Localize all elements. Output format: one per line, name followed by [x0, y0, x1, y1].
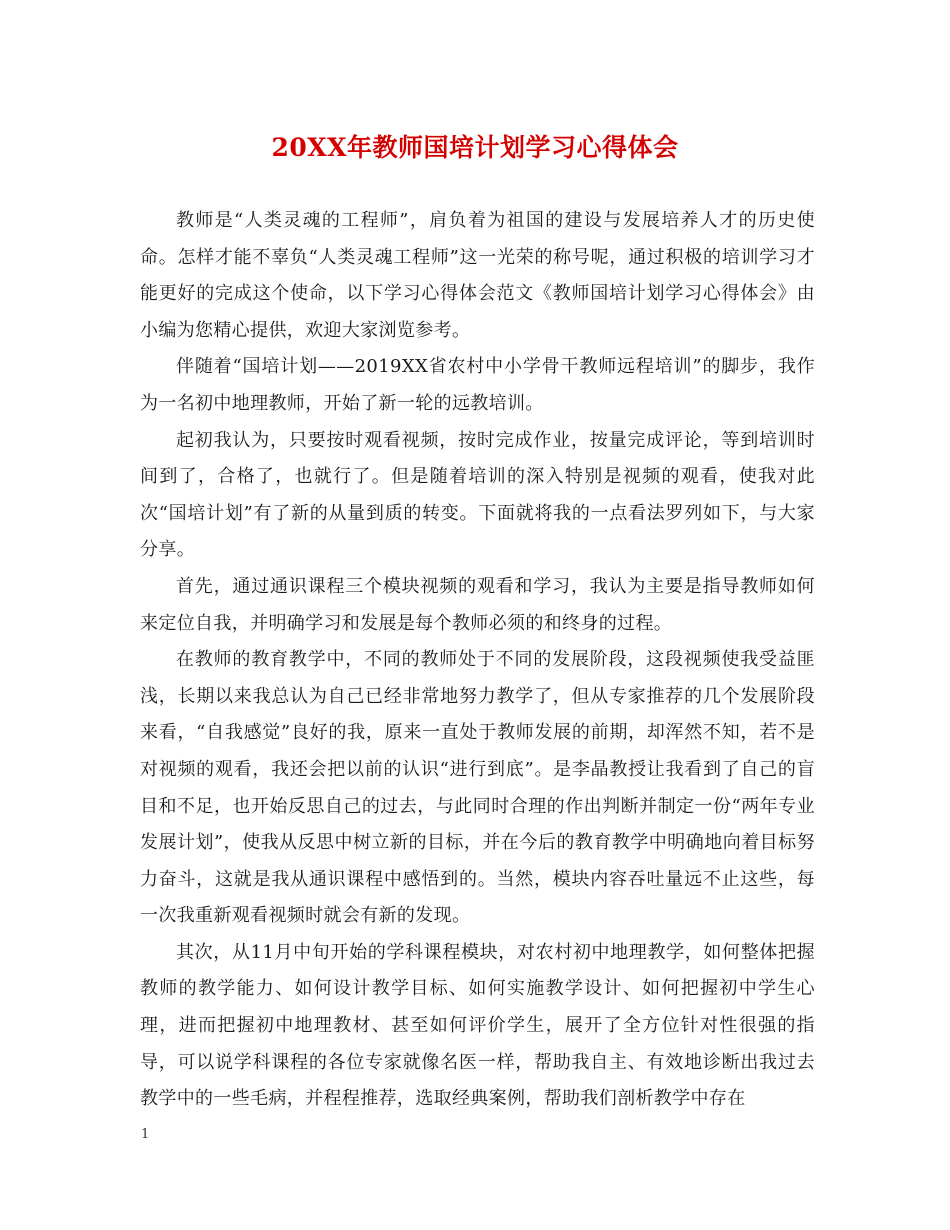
- page-number: 1: [141, 1127, 150, 1142]
- paragraph: 起初我认为，只要按时观看视频，按时完成作业，按量完成评论，等到培训时间到了，合格了，也就行了。但是随着培训的深入特别是视频的观看，使我对此次“国培计划”有了新的从量到质的转变。下面就将我的一点看法罗列如下，与大家分享。: [140, 429, 815, 561]
- document-body: [140, 203, 815, 1118]
- paragraph: 在教师的教育教学中，不同的教师处于不同的发展阶段，这段视频使我受益匪浅，长期以来我总认为自己已经非常地努力教学了，但从专家推荐的几个发展阶段来看，“自我感觉”良好的我，原来一直处于教师发展的前期，却浑然不知，若不是对视频的观看，我还会把以前的认识“进行到底”。是李晶教授让我看到了自己的盲目和不足，也开始反思自己的过去，与此同时合理的作出判断并制定一份“两年专业发展计划”，使我从反思中树立新的目标，并在今后的教育教学中明确地向着目标努力奋斗，这就是我从通识课程中感悟到的。当然，模块内容吞吐量远不止这些，每一次我重新观看视频时就会有新的发现。: [140, 649, 815, 927]
- paragraph: 其次，从11月中旬开始的学科课程模块，对农村初中地理教学，如何整体把握教师的教学能力、如何设计教学目标、如何实施教学设计、如何把握初中学生心理，进而把握初中地理教材、甚至如何评价学生，展开了全方位针对性很强的指导，可以说学科课程的各位专家就像名医一样，帮助我自主、有效地诊断出我过去教学中的一些毛病，并程程推荐，选取经典案例，帮助我们剖析教学中存在: [140, 941, 815, 1110]
- document-title: 20XX年教师国培计划学习心得体会: [271, 133, 679, 162]
- paragraph: 首先，通过通识课程三个模块视频的观看和学习，我认为主要是指导教师如何来定位自我，并明确学习和发展是每个教师必须的和终身的过程。: [140, 575, 815, 634]
- paragraph: 伴随着“国培计划——2019XX省农村中小学骨干教师远程培训”的脚步，我作为一名初中地理教师，开始了新一轮的远教培训。: [140, 356, 815, 414]
- paragraph: 教师是“人类灵魂的工程师”，肩负着为祖国的建设与发展培养人才的历史使命。怎样才能不辜负“人类灵魂工程师”这一光荣的称号呢，通过积极的培训学习才能更好的完成这个使命，以下学习心得体会范文《教师国培计划学习心得体会》由小编为您精心提供，欢迎大家浏览参考。: [140, 210, 815, 341]
